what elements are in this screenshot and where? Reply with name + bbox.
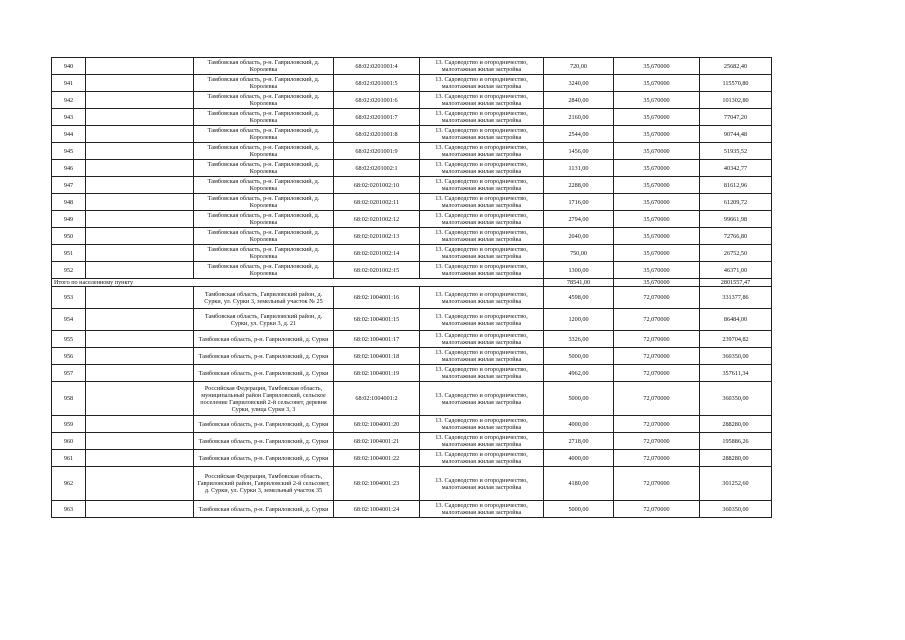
table-row — [52, 433, 772, 450]
row-number: 954 — [52, 309, 86, 331]
address-cell: Тамбовская область, р-н. Гавриловский, д. Королевка — [194, 109, 334, 126]
rate-cell: 72,070000 — [614, 467, 700, 501]
address-cell: Тамбовская область, р-н. Гавриловский, д. Королевка — [194, 58, 334, 75]
area-cell: 1300,00 — [544, 262, 614, 279]
land-use-cell: 13. Садоводство и огородничество, малоэтажная жилая застройка — [420, 75, 544, 92]
row-number: 944 — [52, 126, 86, 143]
cadastral-number-cell: 68:02:0201001:7 — [334, 109, 420, 126]
table-body — [52, 58, 772, 518]
cadastral-value-cell: 86484,00 — [700, 309, 772, 331]
cadastral-value-cell: 77047,20 — [700, 109, 772, 126]
address-cell: Тамбовская область, р-н. Гавриловский, д. Королевка — [194, 160, 334, 177]
address-cell: Тамбовская область, р-н. Гавриловский, д. Сурки — [194, 365, 334, 382]
area-cell: 4180,00 — [544, 467, 614, 501]
land-use-cell: 13. Садоводство и огородничество, малоэтажная жилая застройка — [420, 160, 544, 177]
rate-cell: 72,070000 — [614, 287, 700, 309]
row-number: 951 — [52, 245, 86, 262]
cadastral-number-cell: 68:02:1004001:22 — [334, 450, 420, 467]
rate-cell: 72,070000 — [614, 331, 700, 348]
address-cell: Тамбовская область, р-н. Гавриловский, д. Королевка — [194, 75, 334, 92]
cadastral-value-cell: 288280,00 — [700, 450, 772, 467]
area-cell: 2544,00 — [544, 126, 614, 143]
land-use-cell: 13. Садоводство и огородничество, малоэтажная жилая застройка — [420, 433, 544, 450]
land-use-cell: 13. Садоводство и огородничество, малоэтажная жилая застройка — [420, 467, 544, 501]
table-row — [52, 92, 772, 109]
address-cell: Тамбовская область, Гавриловский район, д. Сурки, ул. Сурки 3, д. 21 — [194, 309, 334, 331]
address-cell: Тамбовская область, р-н. Гавриловский, д. Королевка — [194, 262, 334, 279]
address-cell: Тамбовская область, р-н. Гавриловский, д. Сурки — [194, 450, 334, 467]
cadastral-number-cell: 68:02:1004001:20 — [334, 416, 420, 433]
address-cell: Тамбовская область, р-н. Гавриловский, д. Королевка — [194, 245, 334, 262]
row-number: 946 — [52, 160, 86, 177]
land-use-cell: 13. Садоводство и огородничество, малоэтажная жилая застройка — [420, 365, 544, 382]
cadastral-number-cell: 68:02:0201001:9 — [334, 143, 420, 160]
empty-cell — [86, 211, 194, 228]
empty-cell — [86, 467, 194, 501]
row-number: 961 — [52, 450, 86, 467]
table-row — [52, 58, 772, 75]
table-row — [52, 177, 772, 194]
area-cell: 4962,00 — [544, 365, 614, 382]
table-row — [52, 416, 772, 433]
empty-cell — [86, 92, 194, 109]
row-number: 956 — [52, 348, 86, 365]
land-valuation-table — [51, 57, 772, 518]
cadastral-value-cell: 101302,80 — [700, 92, 772, 109]
cadastral-number-cell: 68:02:0201002:14 — [334, 245, 420, 262]
row-number: 952 — [52, 262, 86, 279]
empty-cell — [86, 126, 194, 143]
cadastral-value-cell: 90744,48 — [700, 126, 772, 143]
rate-cell: 35,670000 — [614, 75, 700, 92]
cadastral-value-cell: 357611,34 — [700, 365, 772, 382]
land-use-cell: 13. Садоводство и огородничество, малоэтажная жилая застройка — [420, 228, 544, 245]
address-cell: Тамбовская область, р-н. Гавриловский, д. Сурки — [194, 331, 334, 348]
table-row — [52, 467, 772, 501]
cadastral-value-cell: 81612,96 — [700, 177, 772, 194]
subtotal-label: Итого по населенному пункту — [52, 279, 544, 287]
cadastral-value-cell: 40342,77 — [700, 160, 772, 177]
rate-cell: 35,670000 — [614, 211, 700, 228]
area-cell: 750,00 — [544, 245, 614, 262]
area-cell: 3240,00 — [544, 75, 614, 92]
table-row — [52, 348, 772, 365]
land-use-cell: 13. Садоводство и огородничество, малоэтажная жилая застройка — [420, 92, 544, 109]
cadastral-value-cell: 301252,60 — [700, 467, 772, 501]
rate-cell: 35,670000 — [614, 58, 700, 75]
empty-cell — [86, 287, 194, 309]
cadastral-number-cell: 68:02:0201001:5 — [334, 75, 420, 92]
rate-cell: 72,070000 — [614, 309, 700, 331]
land-use-cell: 13. Садоводство и огородничество, малоэтажная жилая застройка — [420, 450, 544, 467]
area-cell: 2040,00 — [544, 228, 614, 245]
cadastral-number-cell: 68:02:1004001:18 — [334, 348, 420, 365]
table-row — [52, 309, 772, 331]
land-use-cell: 13. Садоводство и огородничество, малоэтажная жилая застройка — [420, 287, 544, 309]
land-use-cell: 13. Садоводство и огородничество, малоэтажная жилая застройка — [420, 245, 544, 262]
land-use-cell: 13. Садоводство и огородничество, малоэтажная жилая застройка — [420, 416, 544, 433]
empty-cell — [86, 501, 194, 518]
land-use-cell: 13. Садоводство и огородничество, малоэтажная жилая застройка — [420, 331, 544, 348]
land-use-cell: 13. Садоводство и огородничество, малоэтажная жилая застройка — [420, 109, 544, 126]
cadastral-number-cell: 68:02:1004001:15 — [334, 309, 420, 331]
cadastral-number-cell: 68:02:1004001:24 — [334, 501, 420, 518]
cadastral-value-cell: 115570,80 — [700, 75, 772, 92]
row-number: 959 — [52, 416, 86, 433]
empty-cell — [86, 75, 194, 92]
rate-cell: 35,670000 — [614, 92, 700, 109]
rate-cell: 35,670000 — [614, 194, 700, 211]
cadastral-number-cell: 68:02:0201002:10 — [334, 177, 420, 194]
empty-cell — [86, 348, 194, 365]
table-row — [52, 450, 772, 467]
row-number: 960 — [52, 433, 86, 450]
area-cell: 5000,00 — [544, 501, 614, 518]
empty-cell — [86, 109, 194, 126]
cadastral-number-cell: 68:02:0201002:15 — [334, 262, 420, 279]
cadastral-number-cell: 68:02:0201002:13 — [334, 228, 420, 245]
cadastral-value-cell: 360350,00 — [700, 348, 772, 365]
rate-cell: 72,070000 — [614, 365, 700, 382]
cadastral-number-cell: 68:02:0201001:4 — [334, 58, 420, 75]
subtotal-rate: 35,670000 — [614, 279, 700, 287]
cadastral-value-cell: 360350,00 — [700, 501, 772, 518]
area-cell: 1131,00 — [544, 160, 614, 177]
area-cell: 1456,00 — [544, 143, 614, 160]
address-cell: Тамбовская область, р-н. Гавриловский, д. Королевка — [194, 126, 334, 143]
land-use-cell: 13. Садоводство и огородничество, малоэтажная жилая застройка — [420, 177, 544, 194]
row-number: 949 — [52, 211, 86, 228]
address-cell: Российская Федерация, Тамбовская область, Гавриловский район, Гавриловский 2-й сельсовет, д. Сурки, ул. Сурки 3, земельный участок 35 — [194, 467, 334, 501]
address-cell: Тамбовская область, р-н. Гавриловский, д. Королевка — [194, 211, 334, 228]
table-row — [52, 365, 772, 382]
land-use-cell: 13. Садоводство и огородничество, малоэтажная жилая застройка — [420, 194, 544, 211]
land-use-cell: 13. Садоводство и огородничество, малоэтажная жилая застройка — [420, 309, 544, 331]
address-cell: Тамбовская область, р-н. Гавриловский, д. Королевка — [194, 228, 334, 245]
address-cell: Тамбовская область, р-н. Гавриловский, д. Сурки — [194, 416, 334, 433]
cadastral-value-cell: 72766,80 — [700, 228, 772, 245]
land-use-cell: 13. Садоводство и огородничество, малоэтажная жилая застройка — [420, 211, 544, 228]
cadastral-value-cell: 46371,00 — [700, 262, 772, 279]
cadastral-number-cell: 68:02:1004001:17 — [334, 331, 420, 348]
rate-cell: 35,670000 — [614, 160, 700, 177]
rate-cell: 72,070000 — [614, 450, 700, 467]
row-number: 940 — [52, 58, 86, 75]
land-use-cell: 13. Садоводство и огородничество, малоэтажная жилая застройка — [420, 501, 544, 518]
table-row — [52, 143, 772, 160]
cadastral-value-cell: 26752,50 — [700, 245, 772, 262]
empty-cell — [86, 382, 194, 416]
empty-cell — [86, 194, 194, 211]
land-use-cell: 13. Садоводство и огородничество, малоэтажная жилая застройка — [420, 58, 544, 75]
table-row — [52, 245, 772, 262]
row-number: 955 — [52, 331, 86, 348]
area-cell: 4000,00 — [544, 416, 614, 433]
table-row — [52, 160, 772, 177]
row-number: 948 — [52, 194, 86, 211]
empty-cell — [86, 160, 194, 177]
area-cell: 4000,00 — [544, 450, 614, 467]
table-row — [52, 75, 772, 92]
table-row — [52, 287, 772, 309]
address-cell: Тамбовская область, р-н. Гавриловский, д. Сурки — [194, 501, 334, 518]
cadastral-value-cell: 331377,86 — [700, 287, 772, 309]
rate-cell: 72,070000 — [614, 416, 700, 433]
land-use-cell: 13. Садоводство и огородничество, малоэтажная жилая застройка — [420, 382, 544, 416]
address-cell: Тамбовская область, р-н. Гавриловский, д. Королевка — [194, 177, 334, 194]
cadastral-number-cell: 68:02:0201002:11 — [334, 194, 420, 211]
area-cell: 2840,00 — [544, 92, 614, 109]
rate-cell: 72,070000 — [614, 433, 700, 450]
empty-cell — [86, 58, 194, 75]
rate-cell: 72,070000 — [614, 348, 700, 365]
address-cell: Тамбовская область, р-н. Гавриловский, д. Сурки — [194, 433, 334, 450]
address-cell: Тамбовская область, р-н. Гавриловский, д. Королевка — [194, 143, 334, 160]
row-number: 947 — [52, 177, 86, 194]
empty-cell — [86, 365, 194, 382]
row-number: 958 — [52, 382, 86, 416]
area-cell: 3326,00 — [544, 331, 614, 348]
table-row — [52, 211, 772, 228]
empty-cell — [86, 416, 194, 433]
address-cell: Тамбовская область, Гавриловский район, д. Сурки, ул. Сурки 3, земельный участок № 25 — [194, 287, 334, 309]
empty-cell — [86, 450, 194, 467]
rate-cell: 35,670000 — [614, 245, 700, 262]
cadastral-number-cell: 68:02:1004001:19 — [334, 365, 420, 382]
table-row — [52, 501, 772, 518]
empty-cell — [86, 177, 194, 194]
area-cell: 5000,00 — [544, 348, 614, 365]
cadastral-number-cell: 68:02:1004001:23 — [334, 467, 420, 501]
row-number: 941 — [52, 75, 86, 92]
land-use-cell: 13. Садоводство и огородничество, малоэтажная жилая застройка — [420, 126, 544, 143]
rate-cell: 35,670000 — [614, 126, 700, 143]
row-number: 942 — [52, 92, 86, 109]
cadastral-value-cell: 61209,72 — [700, 194, 772, 211]
cadastral-number-cell: 68:02:1004001:21 — [334, 433, 420, 450]
rate-cell: 35,670000 — [614, 143, 700, 160]
area-cell: 2288,00 — [544, 177, 614, 194]
cadastral-number-cell: 68:02:0201001:8 — [334, 126, 420, 143]
address-cell: Тамбовская область, р-н. Гавриловский, д. Королевка — [194, 92, 334, 109]
rate-cell: 72,070000 — [614, 501, 700, 518]
row-number: 953 — [52, 287, 86, 309]
cadastral-value-cell: 25682,40 — [700, 58, 772, 75]
area-cell: 1200,00 — [544, 309, 614, 331]
table-row — [52, 228, 772, 245]
empty-cell — [86, 228, 194, 245]
empty-cell — [86, 433, 194, 450]
area-cell: 720,00 — [544, 58, 614, 75]
rate-cell: 72,070000 — [614, 382, 700, 416]
area-cell: 2718,00 — [544, 433, 614, 450]
row-number: 963 — [52, 501, 86, 518]
table-row — [52, 194, 772, 211]
area-cell: 5000,00 — [544, 382, 614, 416]
row-number: 957 — [52, 365, 86, 382]
table-row — [52, 109, 772, 126]
subtotal-area: 78541,00 — [544, 279, 614, 287]
table-row — [52, 382, 772, 416]
table-row — [52, 262, 772, 279]
cadastral-value-cell: 195886,26 — [700, 433, 772, 450]
address-cell: Российская Федерация, Тамбовская область, муниципальный район Гавриловский, сельское поселение Гавриловский 2-й сельсовет, деревня Сурки, улица Сурки 3, 3 — [194, 382, 334, 416]
cadastral-number-cell: 68:02:0201002:12 — [334, 211, 420, 228]
cadastral-value-cell: 99661,98 — [700, 211, 772, 228]
row-number: 950 — [52, 228, 86, 245]
address-cell: Тамбовская область, р-н. Гавриловский, д. Сурки — [194, 348, 334, 365]
land-use-cell: 13. Садоводство и огородничество, малоэтажная жилая застройка — [420, 262, 544, 279]
area-cell: 2794,00 — [544, 211, 614, 228]
row-number: 962 — [52, 467, 86, 501]
cadastral-value-cell: 288280,00 — [700, 416, 772, 433]
subtotal-value: 2801557,47 — [700, 279, 772, 287]
empty-cell — [86, 331, 194, 348]
cadastral-number-cell: 68:02:0201001:6 — [334, 92, 420, 109]
land-use-cell: 13. Садоводство и огородничество, малоэтажная жилая застройка — [420, 143, 544, 160]
land-use-cell: 13. Садоводство и огородничество, малоэтажная жилая застройка — [420, 348, 544, 365]
empty-cell — [86, 262, 194, 279]
row-number: 943 — [52, 109, 86, 126]
cadastral-number-cell: 68:02:1004001:2 — [334, 382, 420, 416]
table-row — [52, 126, 772, 143]
cadastral-number-cell: 68:02:0201002:1 — [334, 160, 420, 177]
empty-cell — [86, 309, 194, 331]
empty-cell — [86, 143, 194, 160]
rate-cell: 35,670000 — [614, 109, 700, 126]
rate-cell: 35,670000 — [614, 228, 700, 245]
address-cell: Тамбовская область, р-н. Гавриловский, д. Королевка — [194, 194, 334, 211]
table-row — [52, 331, 772, 348]
rate-cell: 35,670000 — [614, 177, 700, 194]
cadastral-value-cell: 360350,00 — [700, 382, 772, 416]
area-cell: 4598,00 — [544, 287, 614, 309]
subtotal-row — [52, 279, 772, 287]
cadastral-value-cell: 51935,52 — [700, 143, 772, 160]
cadastral-number-cell: 68:02:1004001:16 — [334, 287, 420, 309]
rate-cell: 35,670000 — [614, 262, 700, 279]
cadastral-value-cell: 239704,82 — [700, 331, 772, 348]
row-number: 945 — [52, 143, 86, 160]
empty-cell — [86, 245, 194, 262]
area-cell: 2160,00 — [544, 109, 614, 126]
area-cell: 1716,00 — [544, 194, 614, 211]
